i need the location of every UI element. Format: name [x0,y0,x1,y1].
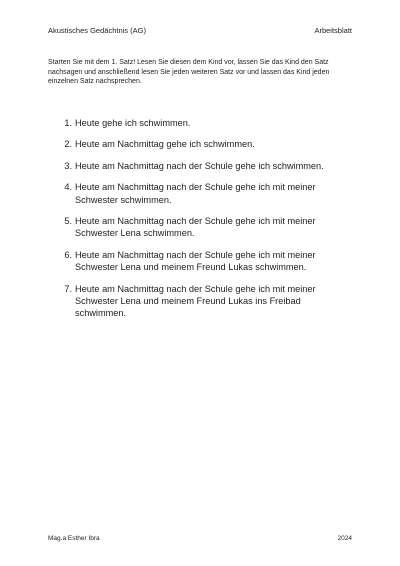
sentence-text: Heute am Nachmittag gehe ich schwimmen. [75,139,255,150]
footer-year: 2024 [337,535,352,542]
sentence-item [52,249,342,274]
sentence-item [52,117,342,129]
sentence-item [52,215,342,240]
sentence-number: 7. [64,283,72,294]
sentence-text: Heute am Nachmittag nach der Schule gehe ich mit meiner Schwester Lena und meinem Freund Lukas ins Freibad schwimmen. [75,283,316,319]
sentence-item [52,283,342,320]
sentence-item [52,160,342,172]
sentence-item [52,181,342,206]
header-type: Arbeitsblatt [314,26,352,35]
sentence-list [52,117,342,329]
sentence-number: 4. [64,182,72,193]
sentence-text: Heute gehe ich schwimmen. [75,118,191,128]
sentence-item [52,138,342,150]
sentence-number: 3. [64,160,72,171]
sentence-text: Heute am Nachmittag nach der Schule gehe ich mit meiner Schwester Lena und meinem Freund Lukas schwimmen. [75,249,316,273]
page-footer [48,534,352,543]
sentence-text: Heute am Nachmittag nach der Schule gehe ich schwimmen. [75,160,324,171]
sentence-text: Heute am Nachmittag nach der Schule gehe ich mit meiner Schwester schwimmen. [75,182,316,205]
page-header [48,26,352,36]
sentence-text: Heute am Nachmittag nach der Schule gehe ich mit meiner Schwester Lena schwimmen. [75,216,316,239]
sentence-number: 1. [64,118,72,128]
sentence-number: 2. [64,139,72,150]
header-title: Akustisches Gedächtnis (AG) [48,26,146,35]
footer-author: Mag.a Esther Ibra [48,535,100,542]
sentence-number: 5. [64,216,72,227]
instructions-text: Starten Sie mit dem 1. Satz! Lesen Sie diesen dem Kind vor, lassen Sie das Kind den Satz nachsagen und anschließend lesen Sie jeden weiteren Satz vor und lassen das Kind jeden einzelnen Satz nachsprechen. [48,59,330,85]
sentence-number: 6. [64,249,72,260]
